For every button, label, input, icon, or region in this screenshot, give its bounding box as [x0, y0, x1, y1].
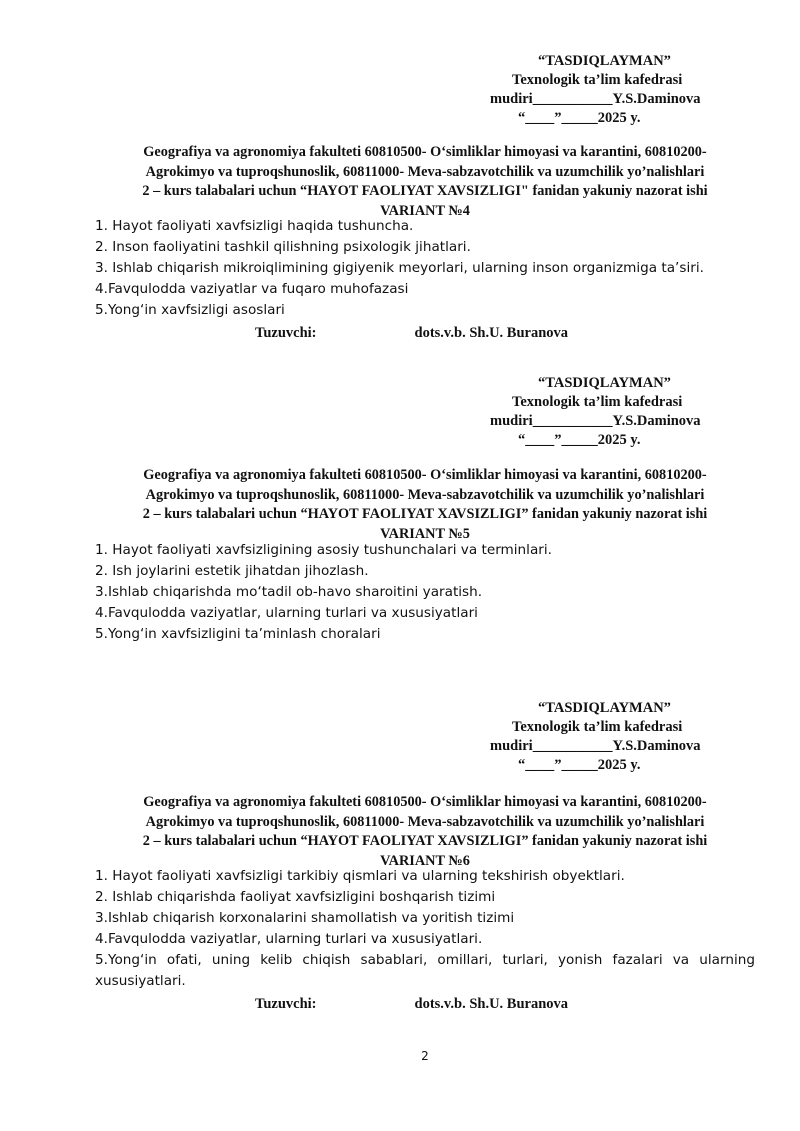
question-item: 1. Hayot faoliyati xavfsizligi tarkibiy qismlari va ularning tekshirish obyektlari. [95, 868, 625, 884]
heading-line: 2 – kurs talabalari uchun “HAYOT FAOLIYAT XAVSIZLIGI” fanidan yakuniy nazorat ishi [142, 833, 708, 849]
heading-line: Geografiya va agronomiya fakulteti 60810500- O‘simliklar himoyasi va karantini, 60810200- [143, 794, 707, 810]
heading-line: Geografiya va agronomiya fakulteti 60810500- O‘simliklar himoyasi va karantini, 60810200- [143, 467, 707, 483]
heading-line: Geografiya va agronomiya fakulteti 60810500- O‘simliklar himoyasi va karantini, 60810200- [143, 144, 707, 160]
approval-head-signature: mudiri___________Y.S.Daminova [490, 738, 701, 754]
question-item: 4.Favqulodda vaziyatlar, ularning turlari va xususiyatlari [95, 605, 478, 621]
approval-department: Texnologik ta’lim kafedrasi [512, 72, 683, 88]
heading-line: Agrokimyo va tuproqshunoslik, 60811000- Meva-sabzavotchilik va uzumchilik yo’nalishlari [145, 163, 705, 180]
approval-title: “TASDIQLAYMAN” [538, 700, 671, 716]
exam-heading-1 [90, 143, 760, 221]
approval-date: “____”_____2025 y. [518, 757, 641, 773]
author-label: Tuzuvchi: [255, 996, 317, 1012]
approval-title: “TASDIQLAYMAN” [538, 375, 671, 391]
heading-line: 2 – kurs talabalari uchun “HAYOT FAOLIYAT XAVSIZLIGI” fanidan yakuniy nazorat ishi [142, 506, 708, 522]
exam-heading-2 [90, 466, 760, 544]
author-name: dots.v.b. Sh.U. Buranova [414, 996, 569, 1012]
page-number: 2 [421, 1049, 429, 1063]
question-item: 2. Inson faoliyatini tashkil qilishning psixologik jihatlari. [95, 239, 471, 255]
question-item: 1. Hayot faoliyati xavfsizligi haqida tushuncha. [95, 218, 414, 234]
question-item: 4.Favqulodda vaziyatlar va fuqaro muhofazasi [95, 281, 409, 297]
author-line-1 [255, 324, 568, 343]
approval-head-signature: mudiri___________Y.S.Daminova [490, 91, 701, 107]
question-list-1 [95, 216, 755, 321]
approval-date: “____”_____2025 y. [518, 110, 641, 126]
question-item: 5.Yong‘in xavfsizligi asoslari [95, 302, 285, 318]
question-item: 1. Hayot faoliyati xavfsizligining asosiy tushunchalari va terminlari. [95, 542, 552, 558]
question-item: 3.Ishlab chiqarishda mo‘tadil ob-havo sharoitini yaratish. [95, 584, 483, 600]
question-item: 2. Ishlab chiqarishda faoliyat xavfsizligini boshqarish tizimi [95, 889, 496, 905]
question-item: 2. Ish joylarini estetik jihatdan jihozlash. [95, 563, 369, 579]
question-item: 5.Yong‘in xavfsizligini ta’minlash choralari [95, 626, 381, 642]
heading-line: Agrokimyo va tuproqshunoslik, 60811000- Meva-sabzavotchilik va uzumchilik yo’nalishlari [145, 813, 705, 830]
approval-block-3 [490, 699, 750, 775]
question-item: 3. Ishlab chiqarish mikroiqlimining gigiyenik meyorlari, ularning inson organizmiga ta’siri. [95, 260, 704, 276]
question-item: 4.Favqulodda vaziyatlar, ularning turlari va xususiyatlari. [95, 931, 483, 947]
approval-title: “TASDIQLAYMAN” [538, 53, 671, 69]
approval-block-1 [490, 52, 750, 128]
question-list-3 [95, 866, 755, 992]
exam-heading-3 [90, 793, 760, 871]
variant-number: VARIANT №6 [380, 852, 470, 869]
approval-date: “____”_____2025 y. [518, 432, 641, 448]
variant-number: VARIANT №4 [380, 202, 470, 219]
heading-line: 2 – kurs talabalari uchun “HAYOT FAOLIYAT XAVSIZLIGI" fanidan yakuniy nazorat ishi [142, 183, 708, 199]
question-item: 5.Yong‘in ofati, uning kelib chiqish sabablari, omillari, turlari, yonish fazalari va ularning xususiyatlari. [95, 952, 755, 989]
approval-department: Texnologik ta’lim kafedrasi [512, 394, 683, 410]
approval-head-signature: mudiri___________Y.S.Daminova [490, 413, 701, 429]
approval-department: Texnologik ta’lim kafedrasi [512, 719, 683, 735]
question-list-2 [95, 540, 755, 645]
author-line-2 [255, 995, 568, 1014]
question-item: 3.Ishlab chiqarish korxonalarini shamollatish va yoritish tizimi [95, 910, 515, 926]
variant-number: VARIANT №5 [380, 525, 470, 542]
author-name: dots.v.b. Sh.U. Buranova [414, 325, 569, 341]
heading-line: Agrokimyo va tuproqshunoslik, 60811000- Meva-sabzavotchilik va uzumchilik yo’nalishlari [145, 486, 705, 503]
approval-block-2 [490, 374, 750, 450]
author-label: Tuzuvchi: [255, 325, 317, 341]
